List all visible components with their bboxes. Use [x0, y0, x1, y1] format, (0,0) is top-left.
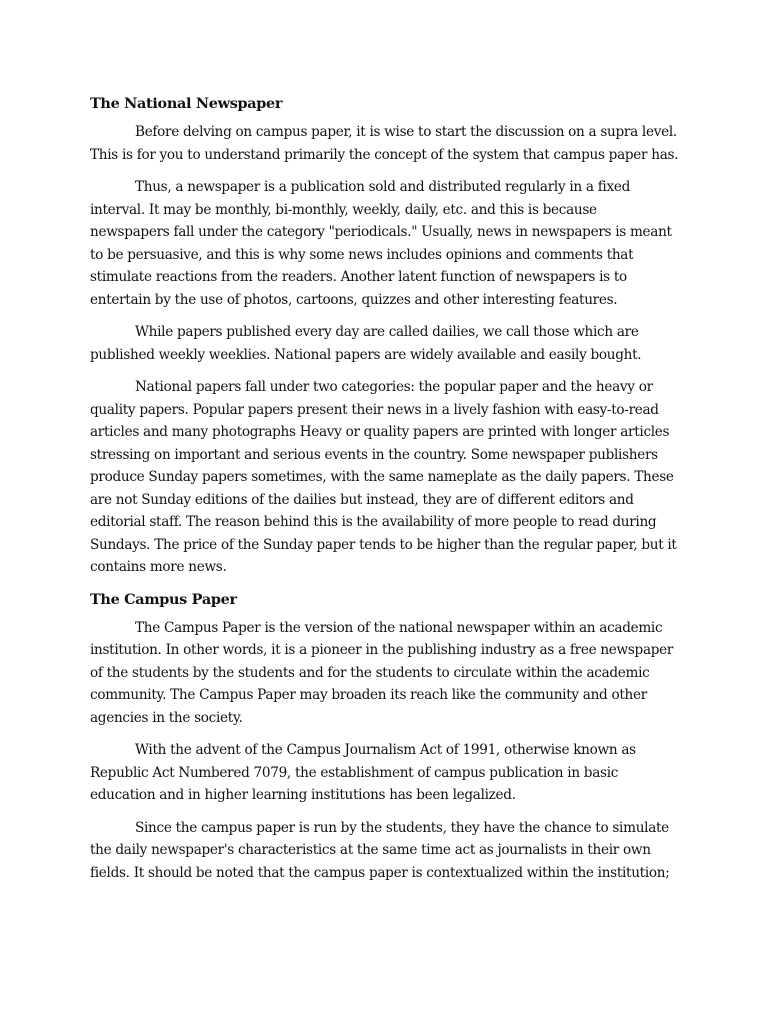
- paragraph: While papers published every day are called dailies, we call those which are published weekly weeklies. National papers are widely available and easily bought.: [90, 324, 642, 363]
- paragraph: National papers fall under two categories: the popular paper and the heavy or quality papers. Popular papers present their news in a lively fashion with easy-to-read articles and many photographs Heavy or quality papers are printed with longer articles stressing on important and serious events in the country. Some newspaper publishers produce Sunday papers sometimes, with the same nameplate as the daily papers. These are not Sunday editions of the dailies but instead, they are of different editors and editorial staff. The reason behind this is the availability of more people to read during Sundays. The price of the Sunday paper tends to be higher than the regular paper, but it contains more news.: [90, 379, 677, 575]
- paragraph: With the advent of the Campus Journalism Act of 1991, otherwise known as Republic Act Numbered 7079, the establishment of campus publication in basic education and in higher learning institutions has been legalized.: [90, 742, 636, 803]
- section-heading-campus-paper: The Campus Paper: [90, 590, 237, 608]
- paragraph: Thus, a newspaper is a publication sold and distributed regularly in a fixed interval. It may be monthly, bi-monthly, weekly, daily, etc. and this is because newspapers fall under the category "periodicals." Usually, news in newspapers is meant to be persuasive, and this is why some news includes opinions and comments that stimulate reactions from the readers. Another latent function of newspapers is to entertain by the use of photos, cartoons, quizzes and other interesting features.: [90, 179, 672, 308]
- paragraph: The Campus Paper is the version of the national newspaper within an academic institution. In other words, it is a pioneer in the publishing industry as a free newspaper of the students by the students and for the students to circulate within the academic community. The Campus Paper may broaden its reach like the community and other agencies in the society.: [90, 619, 674, 726]
- section-heading-national-newspaper: The National Newspaper: [90, 95, 283, 112]
- paragraph: Since the campus paper is run by the students, they have the chance to simulate the daily newspaper's characteristics at the same time act as journalists in their own fields. It should be noted that the campus paper is contextualized within the institution;: [90, 819, 670, 881]
- paragraph: Before delving on campus paper, it is wise to start the discussion on a supra level. This is for you to understand primarily the concept of the system that campus paper has.: [90, 124, 679, 163]
- document-page: [90, 93, 680, 894]
